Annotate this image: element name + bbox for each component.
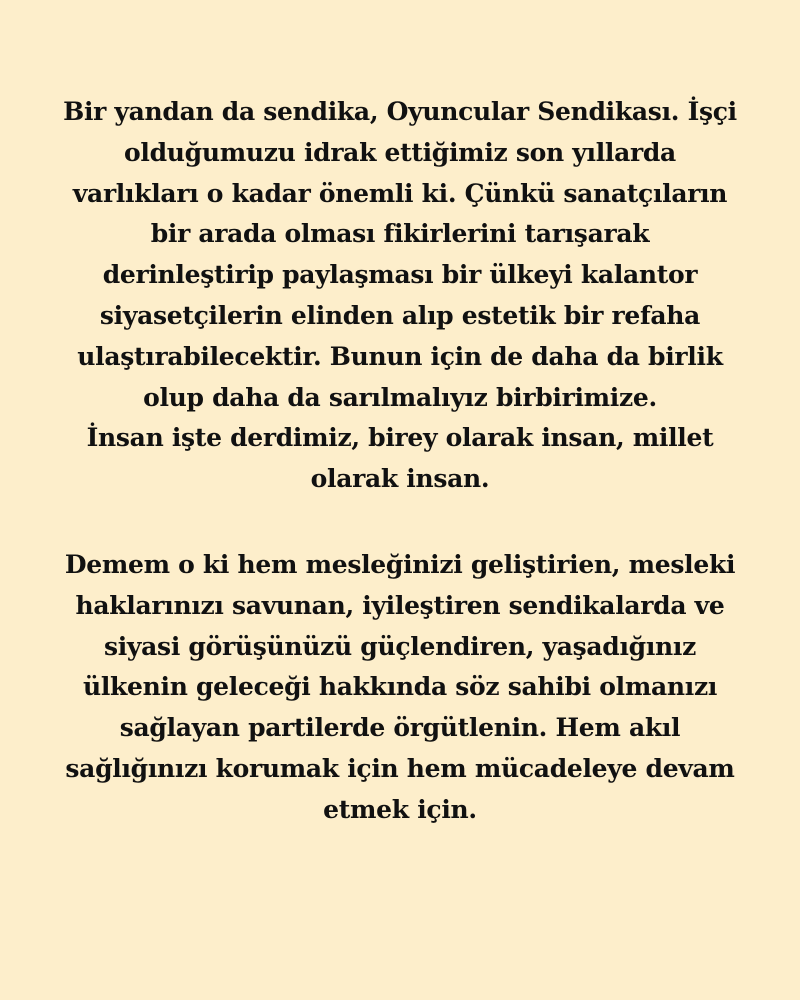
text-line: olarak insan. (310, 464, 490, 494)
paragraph-one (0, 92, 800, 500)
text-line: Bir yandan da sendika, Oyuncular Sendikası. İşçi (63, 97, 737, 126)
text-line: ulaştırabilecektir. Bunun için de daha da birlik (77, 341, 723, 371)
text-line: Demem o ki hem mesleğinizi geliştirien, mesleki (64, 549, 736, 579)
paragraph-two (0, 545, 800, 831)
text-line: haklarınızı savunan, iyileştiren sendikalarda ve (75, 590, 725, 620)
text-line: ülkenin geleceği hakkında söz sahibi olmanızı (82, 672, 718, 702)
text-line: etmek için. (323, 794, 477, 824)
text-line: sağlığınızı korumak için hem mücadeleye devam (65, 753, 735, 783)
text-line: İnsan işte derdimiz, birey olarak insan, millet (86, 423, 714, 453)
text-line: siyasi görüşünüzü güçlendiren, yaşadığınız (103, 631, 697, 661)
text-line: olduğumuzu idrak ettiğimiz son yıllarda (124, 137, 676, 167)
text-line: bir arada olması fikirlerini tarışarak (150, 219, 650, 249)
text-line: varlıkları o kadar önemli ki. Çünkü sanatçıların (72, 178, 728, 208)
text-line: siyasetçilerin elinden alıp estetik bir refaha (99, 300, 701, 330)
text-line: sağlayan partilerde örgütlenin. Hem akıl (119, 713, 681, 743)
text-line: olup daha da sarılmalıyız birbirimize. (143, 382, 657, 412)
text-line: derinleştirip paylaşması bir ülkeyi kalantor (102, 260, 698, 290)
